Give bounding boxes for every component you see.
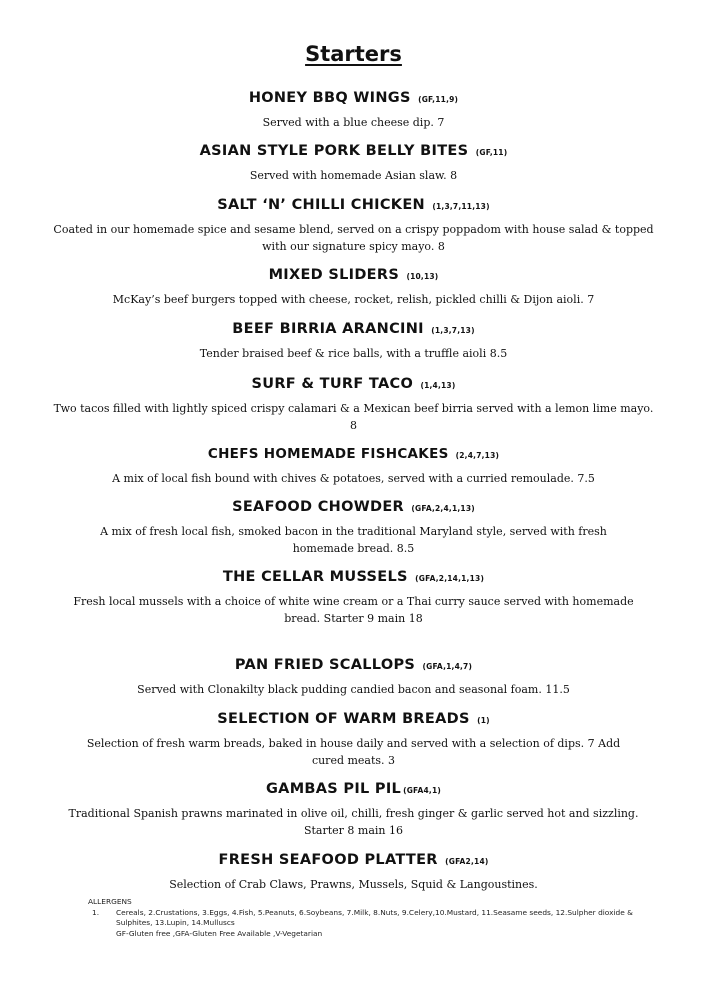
menu-item bbox=[70, 568, 637, 627]
item-name: FRESH SEAFOOD PLATTER (GFA2,14) bbox=[218, 852, 489, 868]
allergens-number: 1. bbox=[92, 907, 100, 917]
item-description: Selection of Crab Claws, Prawns, Mussels, Squid & Langoustines. bbox=[169, 878, 538, 891]
item-description: Coated in our homemade spice and sesame blend, served on a crispy poppadom with house salad & topped with our signature spicy mayo. 8 bbox=[53, 223, 654, 253]
item-name: THE CELLAR MUSSELS (GFA,2,14,1,13) bbox=[222, 569, 485, 585]
item-name: MIXED SLIDERS (10,13) bbox=[268, 267, 439, 283]
allergen-codes: (GFA4,1) bbox=[403, 786, 442, 795]
menu-item bbox=[50, 780, 657, 839]
item-name: CHEFS HOMEMADE FISHCAKES (2,4,7,13) bbox=[207, 446, 500, 462]
item-description: A mix of fresh local fish, smoked bacon in the traditional Maryland style, served with fresh homemade bread. 8.5 bbox=[100, 525, 607, 555]
allergen-codes: (1) bbox=[477, 716, 490, 725]
item-description: Served with homemade Asian slaw. 8 bbox=[249, 169, 458, 182]
menu-item bbox=[70, 320, 637, 363]
allergen-codes: (GF,11) bbox=[475, 148, 508, 157]
menu-item bbox=[70, 851, 637, 894]
allergen-codes: (1,3,7,13) bbox=[431, 326, 475, 335]
item-name: HONEY BBQ WINGS (GF,11,9) bbox=[248, 90, 459, 106]
menu-item bbox=[70, 142, 637, 185]
item-description: Traditional Spanish prawns marinated in olive oil, chilli, fresh ginger & garlic served hot and sizzling. Starter 8 main 16 bbox=[68, 807, 639, 837]
allergen-codes: (GF,11,9) bbox=[418, 95, 459, 104]
allergen-codes: (2,4,7,13) bbox=[455, 451, 500, 460]
item-description: Two tacos filled with lightly spiced crispy calamari & a Mexican beef birria served with a lemon lime mayo. 8 bbox=[53, 402, 654, 432]
allergen-codes: (1,4,13) bbox=[420, 381, 456, 390]
item-description: Fresh local mussels with a choice of white wine cream or a Thai curry sauce served with homemade bread. Starter 9 main 18 bbox=[73, 595, 634, 625]
item-name: GAMBAS PIL PIL (GFA4,1) bbox=[265, 781, 442, 797]
allergen-codes: (GFA,2,4,1,13) bbox=[411, 504, 475, 513]
menu-item bbox=[50, 375, 657, 434]
item-name: SELECTION OF WARM BREADS (1) bbox=[217, 711, 490, 727]
item-description: McKay’s beef burgers topped with cheese, rocket, relish, pickled chilli & Dijon aioli. 7 bbox=[112, 293, 595, 306]
menu-item bbox=[70, 710, 637, 769]
allergens-key: GF-Gluten free ,GFA-Gluten Free Available ,V-Vegetarian bbox=[116, 928, 323, 938]
allergen-codes: (GFA,2,14,1,13) bbox=[415, 574, 485, 583]
item-name: BEEF BIRRIA ARANCINI (1,3,7,13) bbox=[232, 321, 475, 337]
menu-item bbox=[70, 89, 637, 132]
item-description: A mix of local fish bound with chives & potatoes, served with a curried remoulade. 7.5 bbox=[112, 472, 595, 485]
allergens-footnote bbox=[88, 897, 648, 939]
item-name: SURF & TURF TACO (1,4,13) bbox=[251, 376, 456, 392]
allergens-list: Cereals, 2.Crustations, 3.Eggs, 4.Fish, 5.Peanuts, 6.Soybeans, 7.Milk, 8.Nuts, 9.Celery,10.Mustard, 11.Seasame seeds, 12.Sulpher dioxide & Sulphites, 13.Lupin, 14.Mulluscs bbox=[116, 907, 633, 928]
item-name: SEAFOOD CHOWDER (GFA,2,4,1,13) bbox=[232, 499, 475, 515]
item-description: Served with Clonakilty black pudding candied bacon and seasonal foam. 11.5 bbox=[137, 683, 570, 696]
page-title: Starters bbox=[305, 42, 402, 66]
allergens-list-row bbox=[88, 908, 648, 929]
item-description: Selection of fresh warm breads, baked in house daily and served with a selection of dips. 7 Add cured meats. 3 bbox=[86, 737, 621, 767]
menu-item bbox=[70, 656, 637, 699]
allergen-codes: (1,3,7,11,13) bbox=[432, 202, 490, 211]
menu-item bbox=[50, 196, 657, 255]
menu-item bbox=[50, 266, 657, 309]
item-name: SALT ‘N’ CHILLI CHICKEN (1,3,7,11,13) bbox=[217, 197, 490, 213]
item-name: PAN FRIED SCALLOPS (GFA,1,4,7) bbox=[234, 657, 473, 673]
menu-item bbox=[70, 498, 637, 557]
allergen-codes: (GFA,1,4,7) bbox=[422, 662, 473, 671]
allergens-heading: ALLERGENS bbox=[88, 897, 132, 906]
item-name: ASIAN STYLE PORK BELLY BITES (GF,11) bbox=[199, 143, 508, 159]
item-description: Served with a blue cheese dip. 7 bbox=[262, 116, 445, 129]
allergen-codes: (10,13) bbox=[406, 272, 439, 281]
menu-item bbox=[70, 445, 637, 488]
item-description: Tender braised beef & rice balls, with a truffle aioli 8.5 bbox=[199, 347, 508, 360]
allergen-codes: (GFA2,14) bbox=[445, 857, 489, 866]
